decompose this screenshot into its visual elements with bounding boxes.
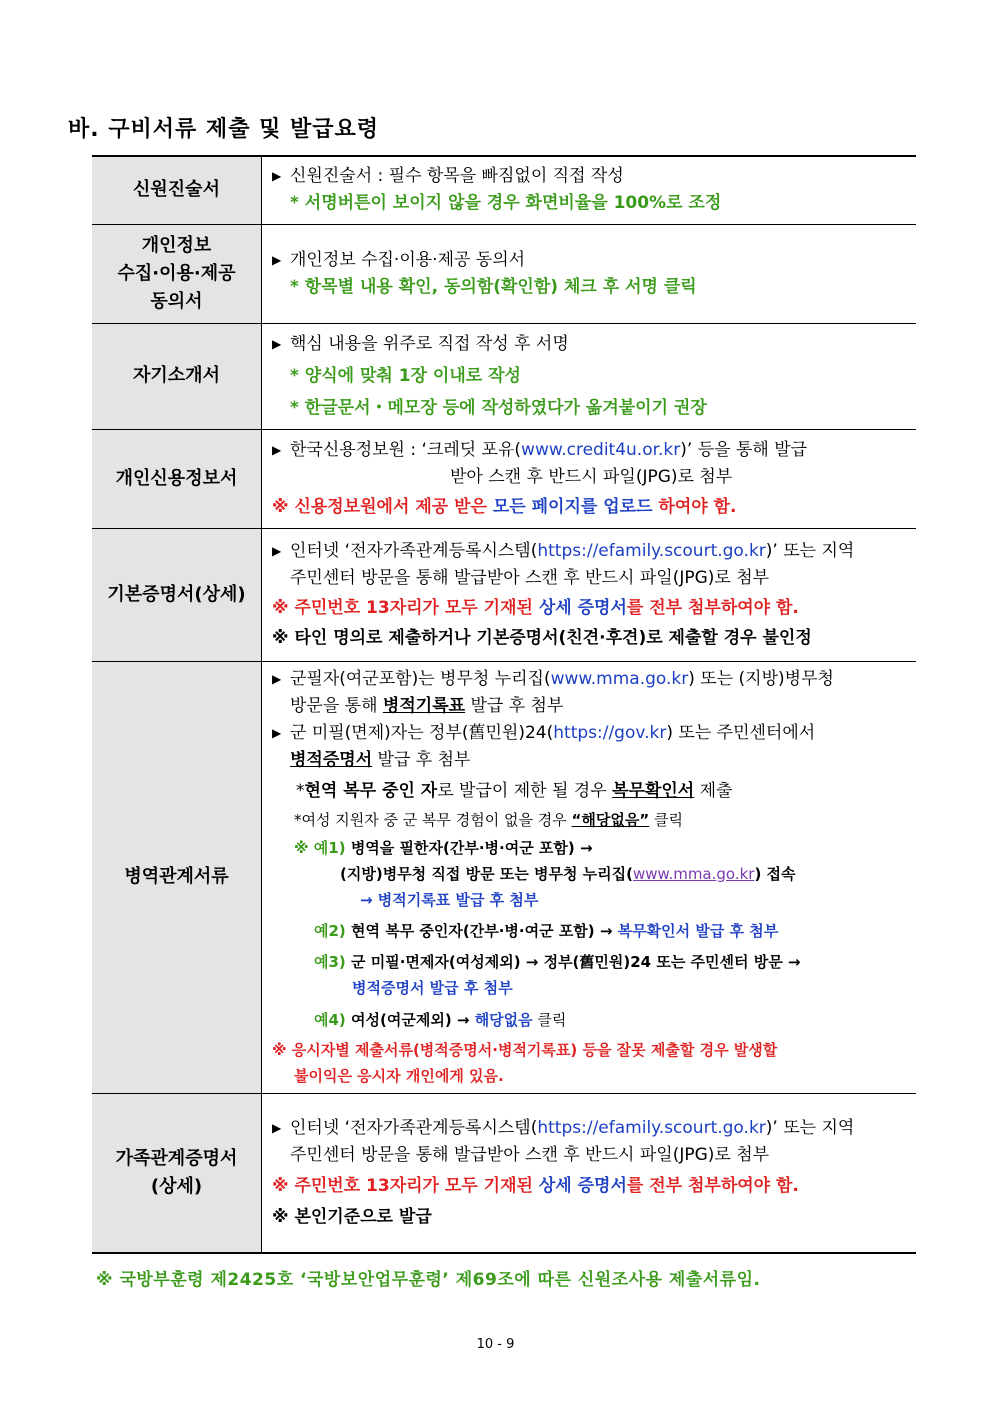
- documents-table: [92, 155, 916, 1254]
- note: * 항목별 내용 확인, 동의함(확인함) 체크 후 서명 클릭: [290, 276, 697, 297]
- row-label: 개인정보 수집·이용·제공 동의서: [92, 224, 262, 323]
- row-label: 신원진술서: [92, 156, 262, 224]
- row-label: 개인신용정보서: [92, 429, 262, 528]
- section-title: 바. 구비서류 제출 및 발급요령: [68, 117, 380, 142]
- note: * 한글문서・메모장 등에 작성하였다가 옮겨붙이기 권장: [290, 397, 707, 418]
- table-row: 기본증명서(상세) ▶ 인터넷 ‘전자가족관계등록시스템(https://efamily.scourt.go.kr)’ 또는 지역 주민센터 방문을 통해 발급받아 스캔 후 반드시 파일(JPG)로 첨부 ※ 주민번호 13자리가 모두 기재된 상세 증명서를 전부 첨부하여야 함. ※ 타인 명의로 제출하거나 기본증명서(친견·후견)로 제출할 경우 불인정: [92, 528, 916, 661]
- row-label: 병역관계서류: [92, 661, 262, 1093]
- table-row: 개인신용정보서 ▶ 한국신용정보원 : ‘크레딧 포유(www.credit4u.or.kr)’ 등을 통해 발급 받아 스캔 후 반드시 파일(JPG)로 첨부 ※ 신용정보원에서 제공 받은 모든 페이지를 업로드 하여야 함.: [92, 429, 916, 528]
- note: * 양식에 맞춰 1장 이내로 작성: [290, 365, 521, 386]
- table-row: 자기소개서 ▶ 핵심 내용을 위주로 직접 작성 후 서명 * 양식에 맞춰 1장 이내로 작성 * 한글문서・메모장 등에 작성하였다가 옮겨붙이기 권장: [92, 323, 916, 429]
- footer-note: ※ 국방부훈령 제2425호 ‘국방보안업무훈령’ 제69조에 따른 신원조사용 제출서류임.: [96, 1270, 761, 1290]
- bullet-icon: ▶: [272, 442, 282, 457]
- bullet-icon: ▶: [272, 543, 282, 558]
- table-row: 개인정보 수집·이용·제공 동의서 ▶ 개인정보 수집·이용·제공 동의서 * 항목별 내용 확인, 동의함(확인함) 체크 후 서명 클릭: [92, 224, 916, 323]
- gov-link[interactable]: https://gov.kr: [553, 722, 667, 743]
- credit4u-link[interactable]: www.credit4u.or.kr: [521, 439, 681, 460]
- bullet-icon: ▶: [272, 336, 282, 351]
- mma-link[interactable]: www.mma.go.kr: [550, 668, 689, 689]
- table-row: 가족관계증명서 (상세) ▶ 인터넷 ‘전자가족관계등록시스템(https://efamily.scourt.go.kr)’ 또는 지역 주민센터 방문을 통해 발급받아 스캔 후 반드시 파일(JPG)로 첨부 ※ 주민번호 13자리가 모두 기재된 상세 증명서를 전부 첨부하여야 함. ※ 본인기준으로 발급: [92, 1093, 916, 1253]
- bullet-icon: ▶: [272, 725, 282, 740]
- row-label: 가족관계증명서 (상세): [92, 1093, 262, 1253]
- row-label: 자기소개서: [92, 323, 262, 429]
- efamily-link[interactable]: https://efamily.scourt.go.kr: [537, 1117, 766, 1138]
- table-row: 병역관계서류 ▶ 군필자(여군포함)는 병무청 누리집(www.mma.go.kr) 또는 (지방)병무청 방문을 통해 병적기록표 발급 후 첨부 ▶ 군 미필(면제)자는 정부(舊민원)24(https://gov.kr) 또는 주민센터에서 병적증명서 발급 후 첨부 *현역 복무 중인 자로 발급이 제한 될 경우 복무확인서 제출 *여성 지원자 중 군 복무 경험이 없을 경우 “해당없음” 클릭 ※ 예1) 병역을 필한자(간부·병·여군 포함) → (지방)병무청 직접 방문 또는 병무청 누리집(www.mma.go.kr) 접속 → 병적기록표 발급 후 첨부 예2) 현역 복무 중인자(간부·병·여군 포함) → 복무확인서 발급 후 첨부 예3) 군 미필·면제자(여성제외) → 정부(舊민원)24 또는 주민센터 방문 → 병적증명서 발급 후 첨부 예4) 여성(여군제외) → 해당없음 클릭 ※ 응시자별 제출서류(병적증명서·병적기록표) 등을 잘못 제출할 경우 발생할 불이익은 응시자 개인에게 있음.: [92, 661, 916, 1093]
- bullet-icon: ▶: [272, 169, 282, 184]
- page-number: 10 - 9: [476, 1337, 515, 1352]
- table-row: 신원진술서 ▶ 신원진술서 : 필수 항목을 빠짐없이 직접 작성 * 서명버튼이 보이지 않을 경우 화면비율을 100%로 조정: [92, 156, 916, 224]
- mma-link-2[interactable]: www.mma.go.kr: [633, 864, 755, 883]
- efamily-link[interactable]: https://efamily.scourt.go.kr: [537, 540, 766, 561]
- bullet-icon: ▶: [272, 252, 282, 267]
- bullet-icon: ▶: [272, 671, 282, 686]
- note: * 서명버튼이 보이지 않을 경우 화면비율을 100%로 조정: [290, 193, 722, 214]
- row-label: 기본증명서(상세): [92, 528, 262, 661]
- bullet-icon: ▶: [272, 1120, 282, 1135]
